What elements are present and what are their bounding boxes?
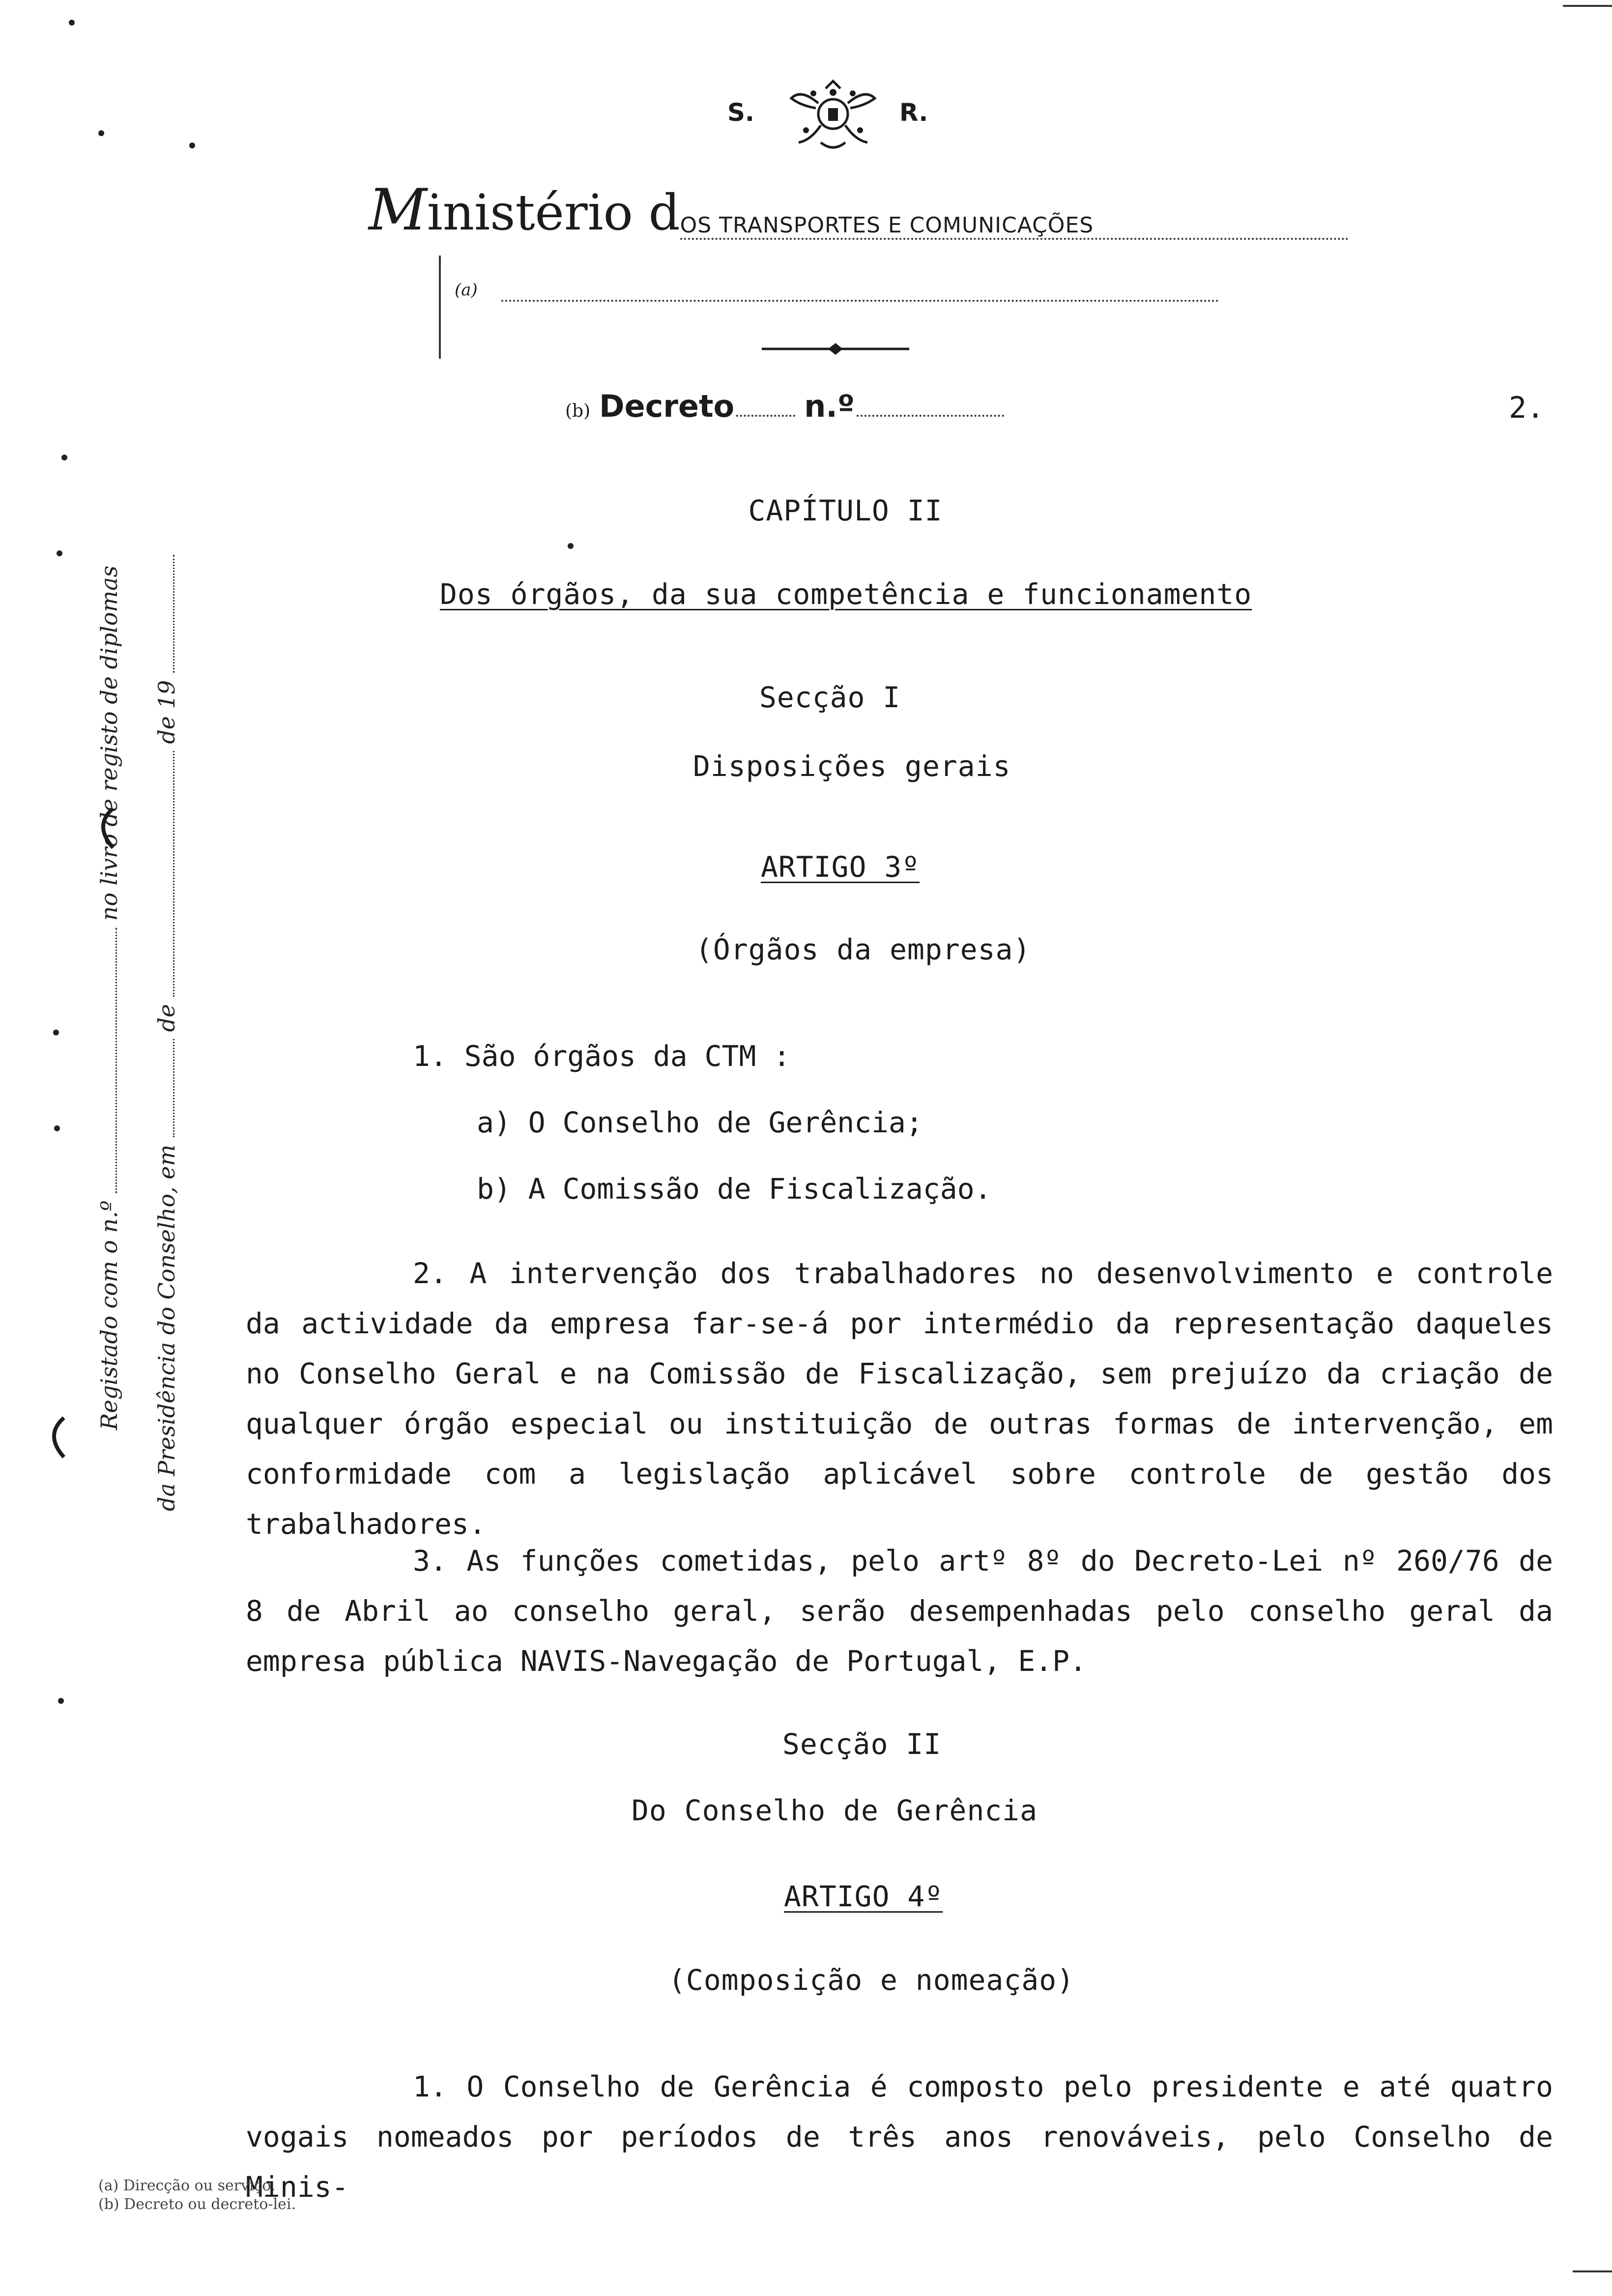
ornament-divider-icon <box>762 339 909 359</box>
service-label: (a) <box>455 280 478 300</box>
coat-of-arms-icon <box>786 79 880 152</box>
article-4-paragraph-1: 1. O Conselho de Gerência é composto pelo presidente e até quatro vogais nomeados por períodos de três anos renováveis, pelo Conselho de Minis- <box>246 2070 1553 2204</box>
margin-number-field <box>99 928 117 1193</box>
scan-speck <box>189 143 195 148</box>
margin-year-label: de 19 <box>153 680 180 744</box>
decree-word: Decreto <box>599 388 735 424</box>
article-3-title: ARTIGO 3º <box>761 850 920 884</box>
department-field: OS TRANSPORTES E COMUNICAÇÕES <box>680 213 1349 240</box>
bracket-line <box>439 256 441 359</box>
article-3-item-a: a) O Conselho de Gerência; <box>477 1106 923 1139</box>
ministry-title <box>369 177 680 243</box>
decree-line <box>565 388 1004 424</box>
scan-edge-mark <box>1573 2270 1612 2272</box>
article-4-title: ARTIGO 4º <box>784 1880 943 1913</box>
article-3-subject: (Órgãos da empresa) <box>695 933 1031 966</box>
decree-type-label: (b) <box>565 401 591 421</box>
margin-date-line <box>153 555 180 1511</box>
header-r-letter: R. <box>899 98 928 127</box>
margin-bracket-icon <box>88 806 118 850</box>
margin-book-label: no livro de registo de diplomas <box>96 565 122 921</box>
margin-day-field <box>156 1039 174 1137</box>
scan-speck <box>98 130 104 136</box>
footnote-b: (b) Decreto ou decreto-lei. <box>98 2196 296 2213</box>
article-3-item-b: b) A Comissão de Fiscalização. <box>477 1172 992 1205</box>
page-number: 2. <box>1509 391 1545 425</box>
ministry-line <box>369 177 1349 243</box>
scan-speck <box>53 1030 59 1035</box>
ministry-initial: M <box>369 177 427 243</box>
margin-bracket-icon <box>39 1415 69 1460</box>
scan-speck <box>61 455 67 460</box>
scan-speck <box>69 20 75 26</box>
section-2-title: Secção II <box>782 1727 942 1761</box>
footnote-a: (a) Direcção ou serviço. <box>98 2177 276 2194</box>
margin-registration-line <box>96 566 122 1430</box>
margin-month-field <box>156 751 174 997</box>
article-3-paragraph-2: 2. A intervenção dos trabalhadores no desenvolvimento e controle da actividade da empresa far-se-á por intermédio da representação daqueles no Conselho Geral e na Comissão de Fiscalização, sem prejuízo da criação de qualquer órgão especial ou instituição de outras formas de intervenção, em conformidade com a legislação aplicável sobre controle de gestão dos trabalhadores. <box>246 1257 1553 1541</box>
chapter-title: CAPÍTULO II <box>748 494 943 527</box>
scan-speck <box>54 1125 60 1131</box>
margin-presidency-label: da Presidência do Conselho, em <box>153 1144 180 1511</box>
header-s-letter: S. <box>727 98 755 127</box>
section-1-title: Secção I <box>759 681 901 714</box>
section-2-subtitle: Do Conselho de Gerência <box>632 1794 1038 1827</box>
article-3-paragraph-1: 1. São órgãos da CTM : <box>413 1039 791 1073</box>
margin-year-field <box>156 555 174 673</box>
scan-speck <box>568 543 574 549</box>
scan-edge-mark <box>1563 5 1612 7</box>
margin-of-label: de <box>153 1004 180 1032</box>
scan-speck <box>58 1698 64 1704</box>
decree-type-field <box>736 410 795 417</box>
scan-speck <box>57 550 62 556</box>
ministry-word: inistério d <box>427 184 680 241</box>
margin-registered-label: Registado com o n.º <box>96 1200 122 1430</box>
article-4-subject: (Composição e nomeação) <box>668 1963 1075 1997</box>
decree-number-word: n.º <box>804 388 855 424</box>
decree-number-field <box>857 410 1004 417</box>
article-3-paragraph-3: 3. As funções cometidas, pelo artº 8º do Decreto-Lei nº 260/76 de 8 de Abril ao conselho geral, serão desempenhadas pelo conselho geral da empresa pública NAVIS-Navegação de Portugal, E.P. <box>246 1544 1553 1678</box>
service-field <box>501 290 1219 302</box>
chapter-subtitle: Dos órgãos, da sua competência e funcionamento <box>440 577 1252 611</box>
section-1-subtitle: Disposições gerais <box>693 749 1011 783</box>
